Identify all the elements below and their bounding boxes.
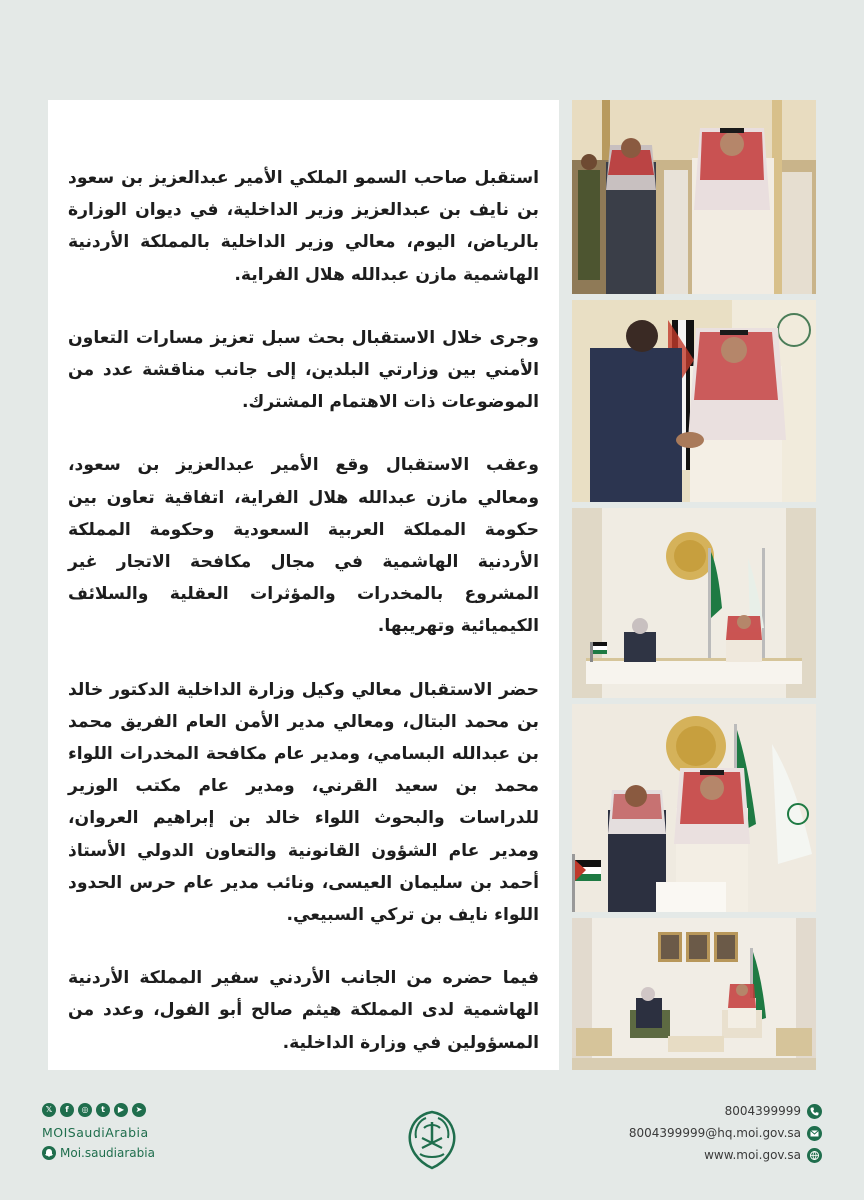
facebook-icon[interactable]: f [60,1103,74,1117]
ministry-emblem-logo [400,1108,464,1172]
article-body [68,162,539,1090]
email-row[interactable] [592,1122,822,1144]
photo-welcome-walk [572,100,816,294]
telegram-icon[interactable]: ➤ [132,1103,146,1117]
phone-row[interactable] [592,1100,822,1122]
snapchat-handle: Moi.saudiarabia [60,1146,155,1160]
website-url: www.moi.gov.sa [704,1148,801,1162]
article-paragraph: وجرى خلال الاستقبال بحث سبل تعزيز مسارات التعاون الأمني بين وزارتي البلدين، إلى جانب مناقشة عدد من الموضوعات ذات الاهتمام المشترك. [68,327,539,413]
phone-icon [807,1104,822,1119]
contact-block [592,1100,822,1166]
social-handle[interactable]: MOISaudiArabia [42,1125,149,1140]
x-icon[interactable]: 𝕏 [42,1103,56,1117]
photo-meeting-room [572,918,816,1070]
instagram-icon[interactable]: ◎ [78,1103,92,1117]
snapchat-icon [42,1146,56,1160]
social-media-block [42,1103,182,1160]
photo-handshake-flag [572,300,816,502]
photo-column [572,100,816,1070]
youtube-icon[interactable]: ▶ [114,1103,128,1117]
website-row[interactable] [592,1144,822,1166]
snapchat-row[interactable] [42,1146,182,1160]
article-paragraph: وعقب الاستقبال وقع الأمير عبدالعزيز بن سعود، ومعالي مازن عبدالله هلال الفراية، اتفاقية تعاون بين حكومة المملكة العربية السعودية وحكومة المملكة الأردنية الهاشمية في مجال مكافحة الاتجار غير المشروع بالمخدرات والمؤثرات العقلية والسلائف الكيميائية وتهريبها. [68,455,539,637]
photo-agreement-exchange [572,704,816,912]
mail-icon [807,1126,822,1141]
globe-icon [807,1148,822,1163]
email-address: 8004399999@hq.moi.gov.sa [628,1126,801,1140]
phone-number: 8004399999 [724,1104,801,1118]
photo-signing-wide [572,508,816,698]
social-icons-row [42,1103,182,1117]
article-paragraph: حضر الاستقبال معالي وكيل وزارة الداخلية الدكتور خالد بن محمد البتال، ومعالي مدير الأمن العام الفريق محمد بن عبدالله البسامي، ومدير عام مكافحة المخدرات اللواء محمد بن سعيد القرني، ومدير عام مكتب الوزير للدراسات والبحوث اللواء خالد بن إبراهيم العروان، ومدير عام الشؤون القانونية والتعاون الدولي الأستاذ أحمد بن سليمان العيسى، ونائب مدير عام حرس الحدود اللواء نايف بن تركي السبيعي. [68,679,539,926]
article-paragraph: فيما حضره من الجانب الأردني سفير المملكة الأردنية الهاشمية لدى المملكة هيثم صالح أبو الفول، وعدد من المسؤولين في وزارة الداخلية. [68,968,539,1053]
article-paragraph: استقبل صاحب السمو الملكي الأمير عبدالعزيز بن سعود بن نايف بن عبدالعزيز وزير الداخلية، في ديوان الوزارة بالرياض، اليوم، معالي وزير الداخلية بالمملكة الأردنية الهاشمية مازن عبدالله هلال الفراية. [68,168,539,285]
article-panel [48,100,559,1070]
tiktok-icon[interactable]: t [96,1103,110,1117]
